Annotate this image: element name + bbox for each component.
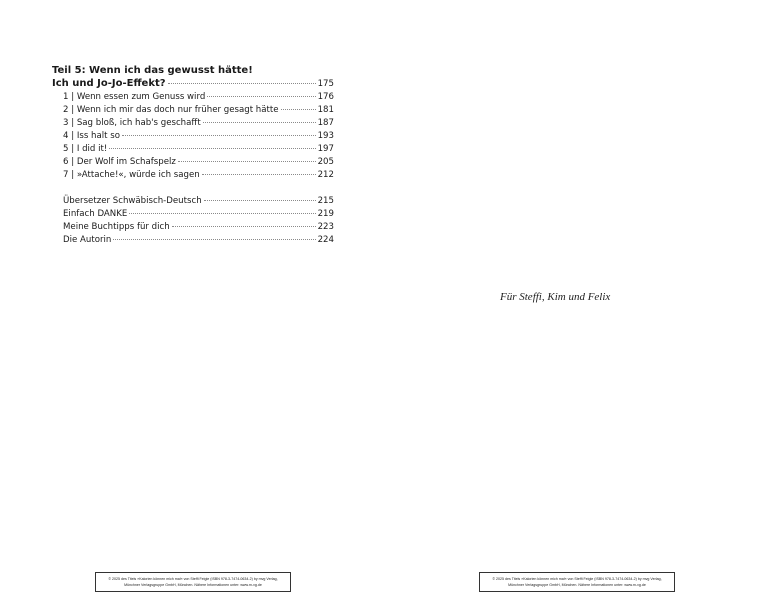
entry-label: 1 | Wenn essen zum Genuss wird (63, 92, 206, 102)
entry-label: 2 | Wenn ich mir das doch nur früher gesagt hätte (63, 105, 279, 115)
dedication-text: Für Steffi, Kim und Felix (500, 291, 611, 303)
page-number: 205 (317, 157, 334, 167)
copyright-line-1: © 2025 des Titels »Kalorien können mich mal« von Steffi Feigle (ISBN 978-3-7474-0634-2) by mvg Verlag, (108, 577, 278, 581)
toc-entry-chapter-7 (52, 169, 334, 182)
toc-entry-chapter-1 (52, 91, 334, 104)
copyright-notice-left (95, 572, 291, 592)
copyright-line-2: Münchner Verlagsgruppe GmbH, München. Nähere Informationen unter: www.m-vg.de (508, 583, 646, 587)
entry-label: 7 | »Attache!«, würde ich sagen (63, 170, 200, 180)
leader-dots (172, 226, 316, 227)
part-subtitle: Ich und Jo-Jo-Effekt? (52, 78, 166, 89)
right-page (386, 0, 771, 600)
table-of-contents (52, 64, 334, 247)
page-number: 176 (317, 92, 334, 102)
left-page (0, 0, 385, 600)
copyright-notice-right (479, 572, 675, 592)
toc-entry-appendix-4 (52, 234, 334, 247)
entry-label: Die Autorin (63, 235, 112, 245)
leader-dots (204, 200, 316, 201)
entry-label: 6 | Der Wolf im Schafspelz (63, 157, 176, 167)
page-number: 193 (317, 131, 334, 141)
page-number: 197 (317, 144, 334, 154)
leader-dots (122, 135, 316, 136)
toc-entry-chapter-2 (52, 104, 334, 117)
leader-dots (168, 83, 316, 84)
leader-dots (207, 96, 315, 97)
page-number: 175 (317, 79, 334, 89)
part-title: Teil 5: Wenn ich das gewusst hätte! (52, 65, 253, 76)
toc-entry-appendix-2 (52, 208, 334, 221)
leader-dots (202, 174, 316, 175)
leader-dots (129, 213, 315, 214)
entry-label: Einfach DANKE (63, 209, 128, 219)
toc-entry-appendix-1 (52, 195, 334, 208)
toc-entry-chapter-6 (52, 156, 334, 169)
copyright-line-2: Münchner Verlagsgruppe GmbH, München. Nähere Informationen unter: www.m-vg.de (124, 583, 262, 587)
entry-label: 3 | Sag bloß, ich hab's geschafft (63, 118, 201, 128)
entry-label: 4 | Iss halt so (63, 131, 120, 141)
page-number: 223 (317, 222, 334, 232)
toc-entry-chapter-5 (52, 143, 334, 156)
page-number: 224 (317, 235, 334, 245)
toc-entry-chapter-3 (52, 117, 334, 130)
toc-entry-appendix-3 (52, 221, 334, 234)
leader-dots (178, 161, 316, 162)
page-number: 212 (317, 170, 334, 180)
leader-dots (281, 109, 316, 110)
leader-dots (203, 122, 316, 123)
leader-dots (109, 148, 315, 149)
page-number: 181 (317, 105, 334, 115)
leader-dots (113, 239, 315, 240)
page-number: 187 (317, 118, 334, 128)
entry-label: 5 | I did it! (63, 144, 108, 154)
entry-label: Übersetzer Schwäbisch-Deutsch (63, 196, 202, 206)
page-number: 219 (317, 209, 334, 219)
copyright-line-1: © 2025 des Titels »Kalorien können mich mal« von Steffi Feigle (ISBN 978-3-7474-0634-2) by mvg Verlag, (492, 577, 662, 581)
spacer (52, 182, 334, 195)
part-subtitle-row (52, 77, 334, 91)
entry-label: Meine Buchtipps für dich (63, 222, 170, 232)
page-number: 215 (317, 196, 334, 206)
toc-entry-chapter-4 (52, 130, 334, 143)
